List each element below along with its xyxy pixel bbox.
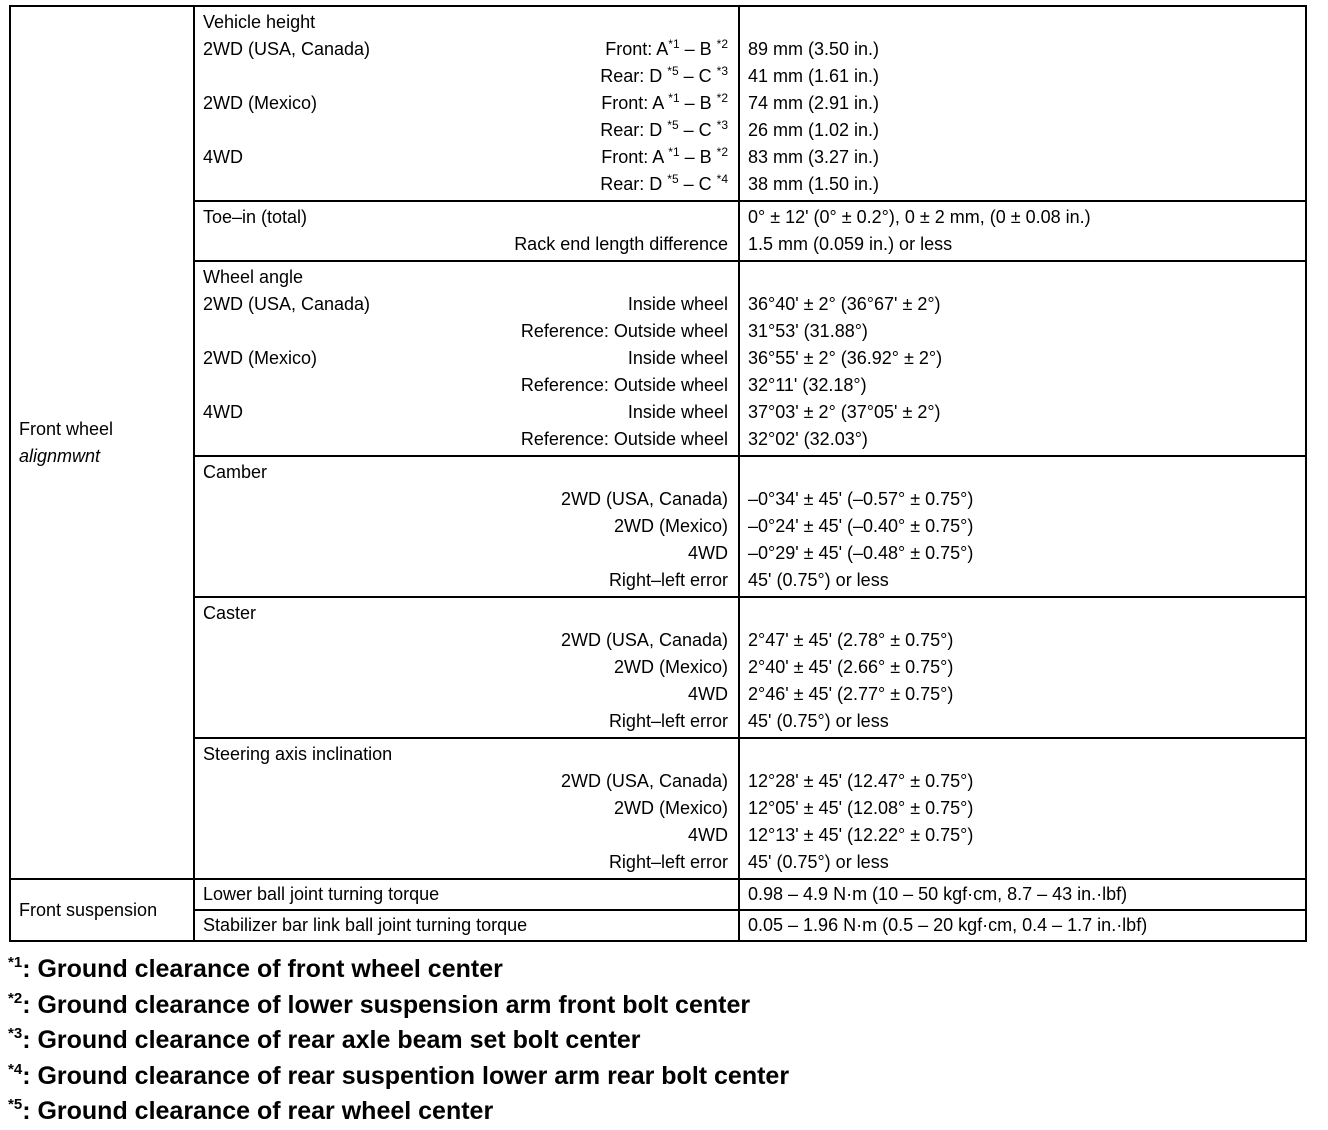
value-line: 2°46' ± 45' (2.77° ± 0.75°) [748, 684, 954, 704]
toe-in-labels [194, 201, 739, 261]
label-line: 4WD [688, 684, 728, 704]
footnote: $^{*3}$: Ground clearance of rear axle beam set bolt center [8, 1025, 641, 1054]
label-line: Right–left error [608, 711, 728, 731]
value-line: 2°47' ± 45' (2.78° ± 0.75°) [748, 630, 954, 650]
steering-axis-values [739, 738, 1306, 879]
label-line: Rear: D $^{*5}$ – C $^{*3}$ [600, 64, 728, 86]
footnote: $^{*1}$: Ground clearance of front wheel center [8, 954, 503, 983]
value-line: 74 mm (2.91 in.) [748, 93, 880, 113]
value-line: 45' (0.75°) or less [748, 852, 889, 872]
value-line: 1.5 mm (0.059 in.) or less [748, 234, 953, 254]
value-line: 0° ± 12' (0° ± 0.2°), 0 ± 2 mm, (0 ± 0.08 in.) [748, 207, 1091, 227]
toe-in-row [10, 201, 1306, 261]
caster-labels [194, 597, 739, 738]
label-line: Right–left error [608, 570, 728, 590]
stabilizer-link-row [10, 910, 1306, 941]
label-line: 2WD (Mexico) Front: A $^{*1}$ – B $^{*2}$ [203, 91, 728, 113]
value-line: 12°28' ± 45' (12.47° ± 0.75°) [748, 771, 974, 791]
label-line: 2WD (Mexico) [613, 657, 728, 677]
front-wheel-alignment-label [10, 6, 194, 879]
steering-axis-labels [194, 738, 739, 879]
footnotes [8, 952, 789, 1130]
value-line: 36°55' ± 2° (36.92° ± 2°) [748, 348, 943, 368]
footnote: $^{*2}$: Ground clearance of lower suspension arm front bolt center [8, 989, 751, 1019]
group-label-line2: alignmwnt [19, 445, 101, 466]
toe-in-values [739, 201, 1306, 261]
label-line: 2WD (USA, Canada) [560, 771, 728, 791]
value-line: 41 mm (1.61 in.) [748, 66, 880, 86]
value-line: 12°13' ± 45' (12.22° ± 0.75°) [748, 825, 974, 845]
value-line: 2°40' ± 45' (2.66° ± 0.75°) [748, 657, 954, 677]
group-label-line1: Front wheel [19, 418, 114, 439]
label-line: 4WD Front: A $^{*1}$ – B $^{*2}$ [203, 145, 728, 167]
label-line: 4WD [688, 543, 728, 563]
label-line: 2WD (USA, Canada) Front: $A^{*1}$ – B $^{*2}$ [203, 37, 728, 59]
caster-row [10, 597, 1306, 738]
label-line: 2WD (Mexico) [613, 798, 728, 818]
label-line: 2WD (Mexico) [613, 516, 728, 536]
label-line: 4WD [688, 825, 728, 845]
value-line: –0°29' ± 45' (–0.48° ± 0.75°) [748, 543, 974, 563]
label-line: 2WD (Mexico) Inside wheel [203, 348, 728, 368]
vehicle-height-labels [194, 6, 739, 201]
value-line: 32°11' (32.18°) [748, 375, 867, 395]
value-line: –0°24' ± 45' (–0.40° ± 0.75°) [748, 516, 974, 536]
stabilizer-link-value: 0.05 – 1.96 N·m (0.5 – 20 kgf·cm, 0.4 – 1.7 in.·lbf) [739, 910, 1306, 941]
footnote: $^{*4}$: Ground clearance of rear suspention lower arm rear bolt center [8, 1060, 790, 1090]
value-line: 45' (0.75°) or less [748, 711, 889, 731]
wheel-angle-labels [194, 261, 739, 456]
camber-row [10, 456, 1306, 597]
label-line: Reference: Outside wheel [520, 321, 728, 341]
section-title: Wheel angle [203, 267, 304, 287]
label-line: Rear: D $^{*5}$ – C $^{*4}$ [600, 172, 728, 194]
label-line: Reference: Outside wheel [520, 429, 728, 449]
lower-ball-joint-label: Lower ball joint turning torque [194, 879, 739, 910]
stabilizer-link-label: Stabilizer bar link ball joint turning torque [194, 910, 739, 941]
lower-ball-joint-value: 0.98 – 4.9 N·m (10 – 50 kgf·cm, 8.7 – 43 in.·lbf) [739, 879, 1306, 910]
label-line: 2WD (USA, Canada) [560, 630, 728, 650]
lower-ball-joint-row [10, 879, 1306, 910]
steering-axis-row [10, 738, 1306, 879]
section-title: Camber [203, 462, 268, 482]
section-title: Toe–in (total) [203, 207, 308, 227]
caster-values [739, 597, 1306, 738]
value-line: 31°53' (31.88°) [748, 321, 868, 341]
section-title: Steering axis inclination [203, 744, 393, 764]
value-line: 37°03' ± 2° (37°05' ± 2°) [748, 402, 941, 422]
vehicle-height-values [739, 6, 1306, 201]
footnote: $^{*5}$: Ground clearance of rear wheel center [8, 1096, 494, 1125]
label-line: 2WD (USA, Canada) [560, 489, 728, 509]
value-line: 45' (0.75°) or less [748, 570, 889, 590]
label-line: Rear: D $^{*5}$ – C $^{*3}$ [600, 118, 728, 140]
specification-table [9, 5, 1307, 942]
label-line: 2WD (USA, Canada) Inside wheel [203, 294, 728, 314]
label-line: Right–left error [608, 852, 728, 872]
wheel-angle-values [739, 261, 1306, 456]
label-line: Reference: Outside wheel [520, 375, 728, 395]
section-title: Caster [203, 603, 257, 623]
label-line: Rack end length difference [514, 234, 728, 254]
wheel-angle-row [10, 261, 1306, 456]
camber-values [739, 456, 1306, 597]
value-line: 32°02' (32.03°) [748, 429, 868, 449]
value-line: 83 mm (3.27 in.) [748, 147, 880, 167]
value-line: 26 mm (1.02 in.) [748, 120, 880, 140]
value-line: 12°05' ± 45' (12.08° ± 0.75°) [748, 798, 974, 818]
value-line: –0°34' ± 45' (–0.57° ± 0.75°) [748, 489, 974, 509]
label-line: 4WD Inside wheel [203, 402, 728, 422]
value-line: 89 mm (3.50 in.) [748, 39, 880, 59]
value-line: 36°40' ± 2° (36°67' ± 2°) [748, 294, 941, 314]
section-title: Vehicle height [203, 12, 316, 32]
vehicle-height-row [10, 6, 1306, 201]
value-line: 38 mm (1.50 in.) [748, 174, 880, 194]
front-suspension-label: Front suspension [10, 879, 194, 941]
camber-labels [194, 456, 739, 597]
